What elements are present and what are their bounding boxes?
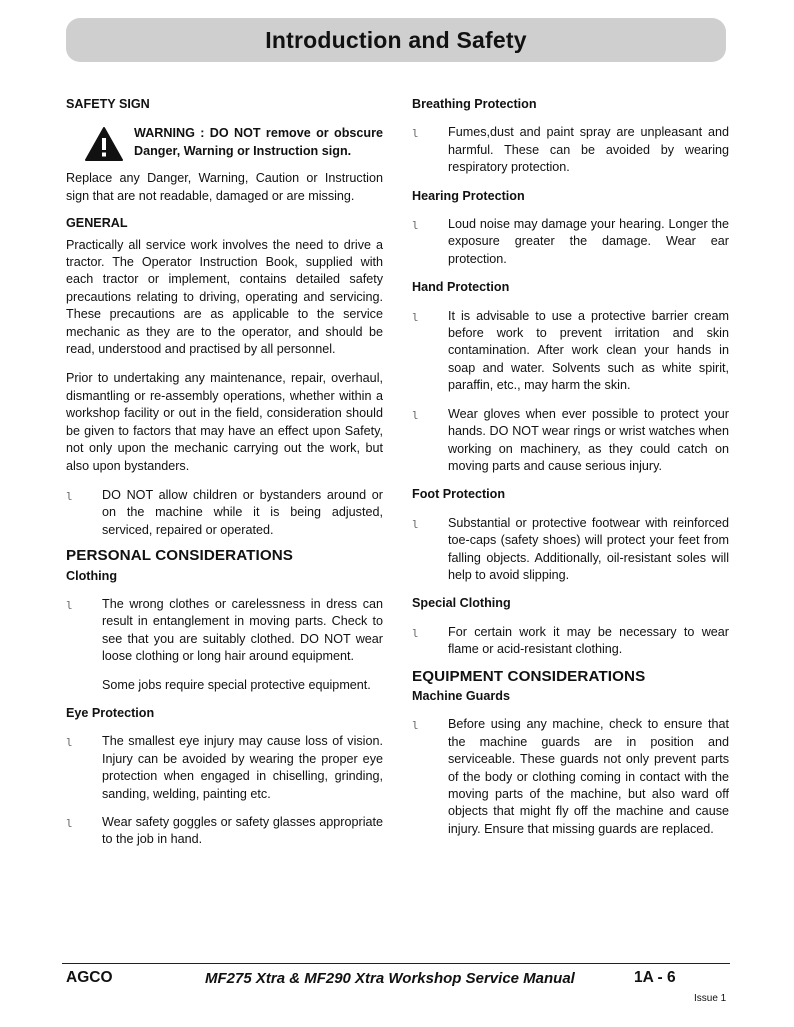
bullet-mark: l (412, 626, 419, 640)
list-item (412, 716, 729, 838)
warning-triangle-icon (84, 126, 124, 162)
bullet-text: DO NOT allow children or bystanders around or on the machine while it is being adjusted, serviced, repaired or operated. (102, 487, 383, 537)
issue-label: Issue 1 (694, 993, 727, 1004)
breathing-protection-heading: Breathing Protection (412, 97, 537, 111)
page-number: 1A - 6 (634, 969, 676, 986)
bullet-mark: l (66, 489, 73, 503)
special-clothing-heading: Special Clothing (412, 596, 511, 611)
list-item (412, 308, 729, 395)
footer-manual-title: MF275 Xtra & MF290 Xtra Workshop Service Manual (205, 970, 575, 987)
bullet-text: The wrong clothes or carelessness in dress can result in entanglement in moving parts. Check to see that you are suitably clothed. DO NOT wear loose clothing or long hair around equipment. (102, 596, 383, 664)
bullet-text: Wear safety goggles or safety glasses appropriate to the job in hand. (102, 815, 383, 847)
bullet-mark: l (66, 598, 73, 612)
clothing-heading: Clothing (66, 568, 118, 583)
bullet-mark: l (412, 219, 419, 233)
bullet-text: Loud noise may damage your hearing. Longer the exposure greater the damage. Wear ear protection. (448, 217, 729, 266)
bullet-text: Wear gloves when ever possible to protect your hands. DO NOT wear rings or wrist watches when working on machinery, as they could catch on moving parts and cause serious injury. (448, 406, 729, 473)
safety-sign-text: Replace any Danger, Warning, Caution or Instruction sign that are not readable, damaged or are missing. (66, 171, 383, 203)
bullet-mark: l (66, 736, 73, 750)
list-item (66, 487, 383, 539)
general-paragraph-1: Practically all service work involves the need to drive a tractor. The Operator Instruction Book, supplied with each tractor or implement, contains detailed safety precautions relating to driving, operating and servicing. These precautions are as applicable to the service mechanic as they are to the operator, and should be read, understood and practised by all personnel. (66, 237, 383, 357)
bullet-text: The smallest eye injury may cause loss of vision. Injury can be avoided by wearing the proper eye protection when engaged in chiselling, grinding, sanding, welding, painting etc. (102, 734, 383, 801)
warning-block (66, 125, 383, 162)
bullet-mark: l (412, 517, 419, 531)
list-item (412, 216, 729, 268)
personal-considerations-heading: PERSONAL CONSIDERATIONS (66, 547, 294, 565)
list-item (66, 733, 383, 803)
page-title-banner (66, 18, 726, 62)
bullet-mark: l (412, 310, 419, 324)
bullet-mark: l (412, 408, 419, 422)
bullet-text: For certain work it may be necessary to wear flame or acid-resistant clothing. (448, 624, 729, 657)
bullet-mark: l (412, 127, 419, 141)
footer-divider (62, 963, 730, 964)
bullet-text: Fumes,dust and paint spray are unpleasant and harmful. These can be avoided by wearing respiratory protection. (448, 125, 729, 175)
general-heading: GENERAL (66, 216, 128, 231)
bullet-mark: l (66, 817, 73, 830)
bullet-mark: l (412, 719, 419, 733)
page-title: Introduction and Safety (265, 26, 527, 53)
foot-protection-heading: Foot Protection (412, 487, 506, 502)
list-item (412, 406, 729, 476)
warning-text: WARNING : DO NOT remove or obscure Danger, Warning or Instruction sign. (134, 126, 383, 158)
machine-guards-heading: Machine Guards (412, 688, 510, 703)
bullet-text: Before using any machine, check to ensure that the machine guards are in position and serviceable. These guards not only prevent parts of the body or clothing coming in contact with the moving parts of the machine, but also ward off objects that might fly off the machine and cause injury. Ensure that missing guards are replaced. (448, 717, 729, 836)
bullet-text: Substantial or protective footwear with reinforced toe-caps (safety shoes) will protect your feet from falling objects. Additionally, oil-resistant soles will help to avoid slipping. (448, 515, 729, 582)
eye-protection-heading: Eye Protection (66, 705, 155, 720)
general-paragraph-2: Prior to undertaking any maintenance, repair, overhaul, dismantling or re-assembly operations, whether within a workshop facility or out in the field, consideration should be given to factors that may have an effect upon Safety, not only upon the mechanic carrying out the work, but also upon bystanders. (66, 371, 383, 473)
bullet-text: It is advisable to use a protective barrier cream before work to prevent irritation and skin contamination. After work clean your hands in soap and water. Solvents such as white spirit, paraffin, etc., may harm the skin. (448, 308, 729, 393)
list-item (412, 124, 729, 176)
list-item (412, 624, 729, 659)
hearing-protection-heading: Hearing Protection (412, 188, 525, 203)
footer-brand: AGCO (66, 969, 113, 986)
safety-sign-heading: SAFETY SIGN (66, 97, 150, 111)
list-item (66, 596, 383, 666)
list-item (412, 515, 729, 585)
list-item (66, 814, 383, 849)
left-column (66, 96, 383, 849)
right-column (412, 96, 729, 838)
hand-protection-heading: Hand Protection (412, 280, 510, 295)
equipment-considerations-heading: EQUIPMENT CONSIDERATIONS (412, 667, 646, 685)
clothing-extra-text: Some jobs require special protective equipment. (102, 677, 371, 692)
